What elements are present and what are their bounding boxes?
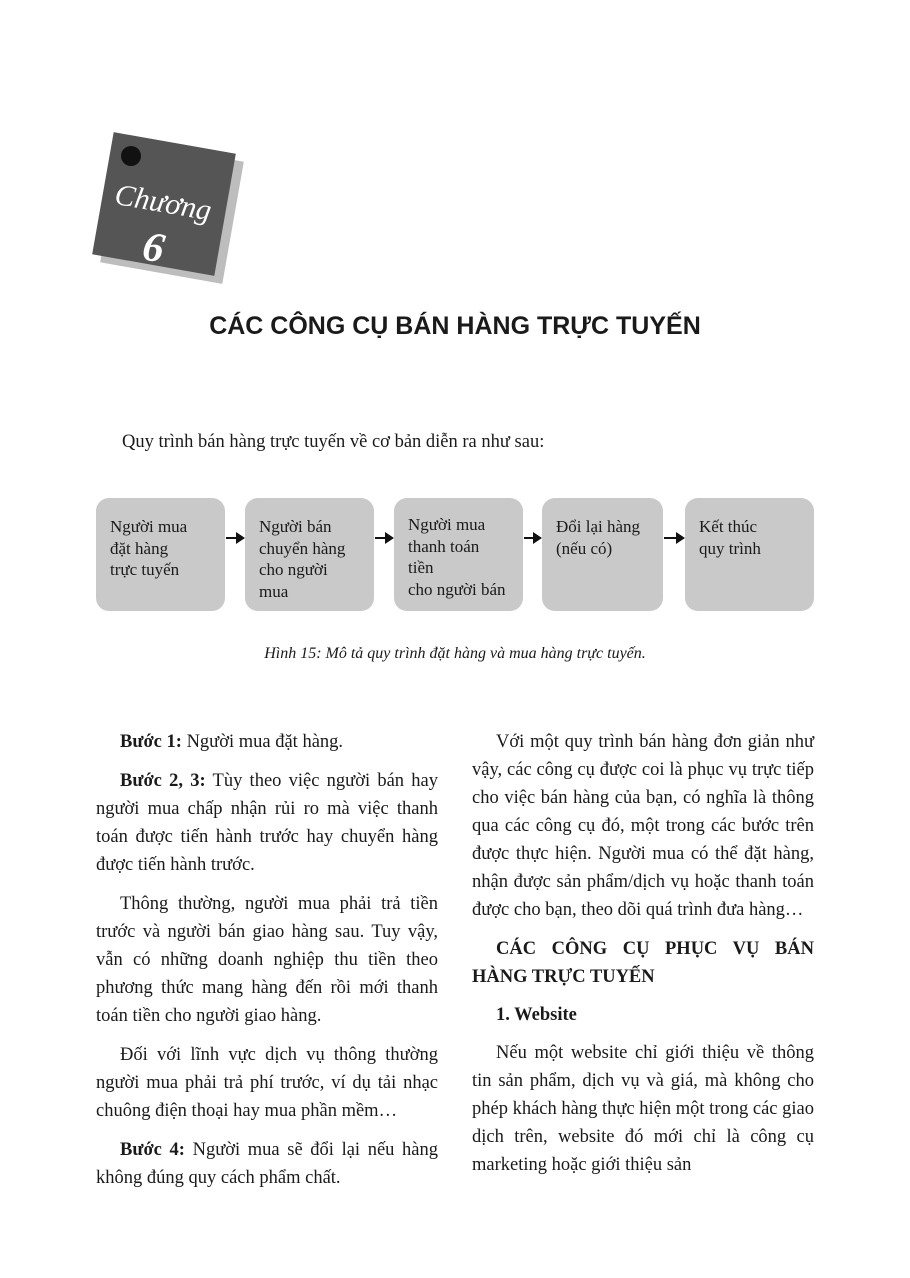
figure-caption: Hình 15: Mô tả quy trình đặt hàng và mua hàng trực tuyến.: [264, 645, 646, 662]
flow-step-line: quy trình: [699, 538, 761, 558]
flow-arrow: [524, 537, 540, 539]
step-4-text: Người mua sẽ đổi lại nếu hàng không đúng quy cách phẩm chất.: [96, 1140, 439, 1188]
subsection-heading: 1. Website: [496, 1005, 577, 1025]
flow-step-line: đặt hàng: [110, 538, 169, 558]
step-2-3-text: Tùy theo việc người bán hay người mua chấp nhận rủi ro mà việc thanh toán được tiến hành trước hay chuyển hàng được tiến hành trước.: [96, 771, 438, 875]
step-1-paragraph: [96, 728, 438, 756]
flow-arrow: [375, 537, 392, 539]
chapter-badge-dot: [121, 146, 141, 166]
flow-arrow: [664, 537, 683, 539]
service-paragraph: Đối với lĩnh vực dịch vụ thông thường người mua phải trả phí trước, ví dụ tải nhạc chuông điện thoại hay mua phần mềm…: [96, 1045, 438, 1121]
flow-arrow: [226, 537, 243, 539]
step-4-label: Bước 4:: [120, 1140, 185, 1160]
flow-step-line: Người mua: [110, 517, 188, 536]
flow-step-4: [542, 498, 663, 611]
left-column: [96, 728, 438, 1203]
flow-step-line: Người mua: [408, 515, 486, 534]
step-1-label: Bước 1:: [120, 732, 182, 752]
flow-step-line: Người bán: [259, 517, 332, 536]
intro-text: Quy trình bán hàng trực tuyến về cơ bản diễn ra như sau:: [122, 432, 545, 452]
website-paragraph: Nếu một website chỉ giới thiệu về thông tin sản phẩm, dịch vụ và giá, mà không cho phép khách hàng thực hiện một trong các giao dịch trên, website đó mới chỉ là công cụ marketing hoặc giới thiệu sản: [472, 1043, 814, 1175]
chapter-title: CÁC CÔNG CỤ BÁN HÀNG TRỰC TUYẾN: [209, 312, 701, 340]
flow-step-line: trực tuyến: [110, 560, 180, 579]
flow-step-line: chuyển hàng: [259, 538, 346, 558]
chapter-word: Chương: [112, 178, 214, 228]
flow-step-2: [245, 498, 374, 611]
flow-step-line: cho người bán: [408, 579, 506, 599]
payment-paragraph: Thông thường, người mua phải trả tiền trước và người bán giao hàng sau. Tuy vậy, vẫn có những doanh nghiệp thu tiền theo phương thức mang hàng đến rồi mới thanh toán tiền cho người giao hàng.: [96, 894, 438, 1026]
step-2-3-paragraph: [96, 767, 438, 879]
step-1-text: Người mua đặt hàng.: [181, 732, 344, 752]
flow-step-line: cho người mua: [259, 560, 328, 601]
section-heading: CÁC CÔNG CỤ PHỤC VỤ BÁN HÀNG TRỰC TUYẾN: [472, 939, 814, 987]
chapter-number: 6: [139, 223, 168, 273]
step-2-3-label: Bước 2, 3:: [120, 771, 206, 791]
right-column: [472, 728, 814, 1190]
flow-step-line: Kết thúc: [699, 517, 758, 536]
flow-step-3: [394, 498, 523, 611]
flow-step-line: thanh toán tiền: [408, 536, 480, 577]
step-4-paragraph: [96, 1136, 438, 1192]
flow-step-line: (nếu có): [556, 538, 613, 558]
flow-step-5: [685, 498, 814, 611]
flow-step-1: [96, 498, 225, 611]
flow-step-line: Đổi lại hàng: [556, 517, 641, 536]
process-summary-paragraph: Với một quy trình bán hàng đơn giản như vậy, các công cụ được coi là phục vụ trực tiếp cho việc bán hàng của bạn, có nghĩa là thông qua các công cụ đó, một trong các bước trên được thực hiện. Người mua có thể đặt hàng, nhận được sản phẩm/dịch vụ hoặc thanh toán được cho bạn, theo dõi quá trình đưa hàng…: [472, 732, 814, 920]
